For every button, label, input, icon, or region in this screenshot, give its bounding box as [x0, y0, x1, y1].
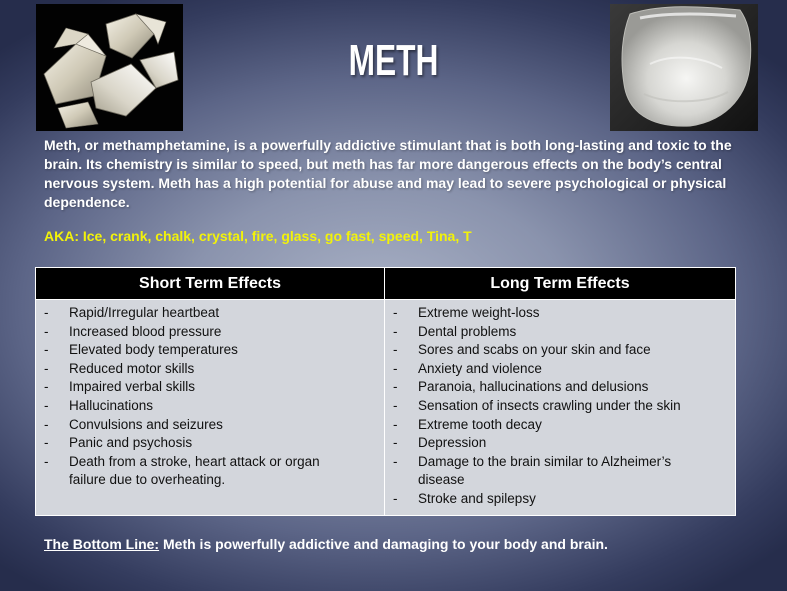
- list-item: [385, 378, 735, 397]
- bullet-dash: -: [393, 453, 398, 469]
- table-header-row: [36, 268, 736, 300]
- bottom-line-text: Meth is powerfully addictive and damaging to your body and brain.: [159, 536, 608, 552]
- bullet-dash: -: [44, 323, 49, 339]
- bottom-line: [44, 536, 764, 552]
- long-term-header: Long Term Effects: [385, 268, 736, 300]
- effect-text: Rapid/Irregular heartbeat: [69, 305, 220, 320]
- effect-text: Elevated body temperatures: [69, 342, 238, 358]
- effect-text: Death from a stroke, heart attack or organ failure due to overheating.: [69, 453, 320, 488]
- list-item: [36, 323, 384, 342]
- list-item: [385, 341, 735, 360]
- bullet-dash: -: [393, 379, 398, 395]
- effect-text: Depression: [418, 435, 487, 451]
- bullet-dash: -: [44, 379, 49, 395]
- list-item: [385, 360, 735, 379]
- effect-text: Panic and psychosis: [69, 435, 193, 451]
- effect-text: Increased blood pressure: [69, 323, 222, 339]
- effect-text: Extreme tooth decay: [418, 416, 542, 432]
- effect-text: Convulsions and seizures: [69, 416, 223, 432]
- list-item: [36, 416, 384, 435]
- bullet-dash: -: [44, 397, 49, 413]
- effect-text: Damage to the brain similar to Alzheimer’s disease: [418, 453, 672, 488]
- list-item: [385, 490, 735, 509]
- bullet-dash: -: [393, 490, 398, 506]
- bullet-dash: -: [44, 435, 49, 451]
- list-item: [385, 323, 735, 342]
- bottom-line-lead: The Bottom Line:: [44, 536, 160, 552]
- effect-text: Extreme weight-loss: [418, 305, 540, 320]
- bullet-dash: -: [393, 397, 398, 413]
- effect-text: Sensation of insects crawling under the skin: [418, 397, 681, 413]
- list-item: [385, 304, 735, 323]
- list-item: [36, 397, 384, 416]
- effect-text: Hallucinations: [69, 397, 154, 413]
- bullet-dash: -: [44, 416, 49, 432]
- bullet-dash: -: [393, 323, 398, 339]
- bullet-dash: -: [44, 305, 49, 320]
- effect-text: Anxiety and violence: [418, 360, 542, 376]
- bullet-dash: -: [393, 416, 398, 432]
- table-row: [36, 300, 736, 516]
- effect-text: Reduced motor skills: [69, 360, 195, 376]
- effect-text: Sores and scabs on your skin and face: [418, 342, 651, 358]
- list-item: [385, 416, 735, 435]
- list-item: [385, 397, 735, 416]
- list-item: [36, 360, 384, 379]
- bullet-dash: -: [393, 305, 398, 320]
- effect-text: Impaired verbal skills: [69, 379, 196, 395]
- short-term-cell: [36, 300, 385, 516]
- list-item: [36, 453, 384, 490]
- bullet-dash: -: [44, 453, 49, 469]
- effect-text: Dental problems: [418, 323, 517, 339]
- intro-paragraph: Meth, or methamphetamine, is a powerfully addictive stimulant that is both long-lasting and toxic to the brain. Its chemistry is similar to speed, but meth has far more dangerous effects on the body’s central nervous system. Meth has a high potential for abuse and may lead to severe psychological or physical dependence.: [44, 137, 732, 210]
- bullet-dash: -: [44, 360, 49, 376]
- list-item: [36, 341, 384, 360]
- short-term-list: [36, 304, 384, 490]
- aka-street-names: AKA: Ice, crank, chalk, crystal, fire, glass, go fast, speed, Tina, T: [44, 228, 472, 244]
- bullet-dash: -: [393, 342, 398, 358]
- slide-title: METH: [348, 36, 439, 85]
- list-item: [385, 453, 735, 490]
- bullet-dash: -: [393, 435, 398, 451]
- list-item: [36, 304, 384, 323]
- bullet-dash: -: [44, 342, 49, 358]
- effect-text: Stroke and spilepsy: [418, 490, 536, 506]
- list-item: [36, 434, 384, 453]
- effect-text: Paranoia, hallucinations and delusions: [418, 379, 649, 395]
- long-term-cell: [385, 300, 736, 516]
- list-item: [36, 378, 384, 397]
- bullet-dash: -: [393, 360, 398, 376]
- short-term-header: Short Term Effects: [36, 268, 385, 300]
- effects-table: [35, 267, 736, 516]
- list-item: [385, 434, 735, 453]
- long-term-list: [385, 304, 735, 509]
